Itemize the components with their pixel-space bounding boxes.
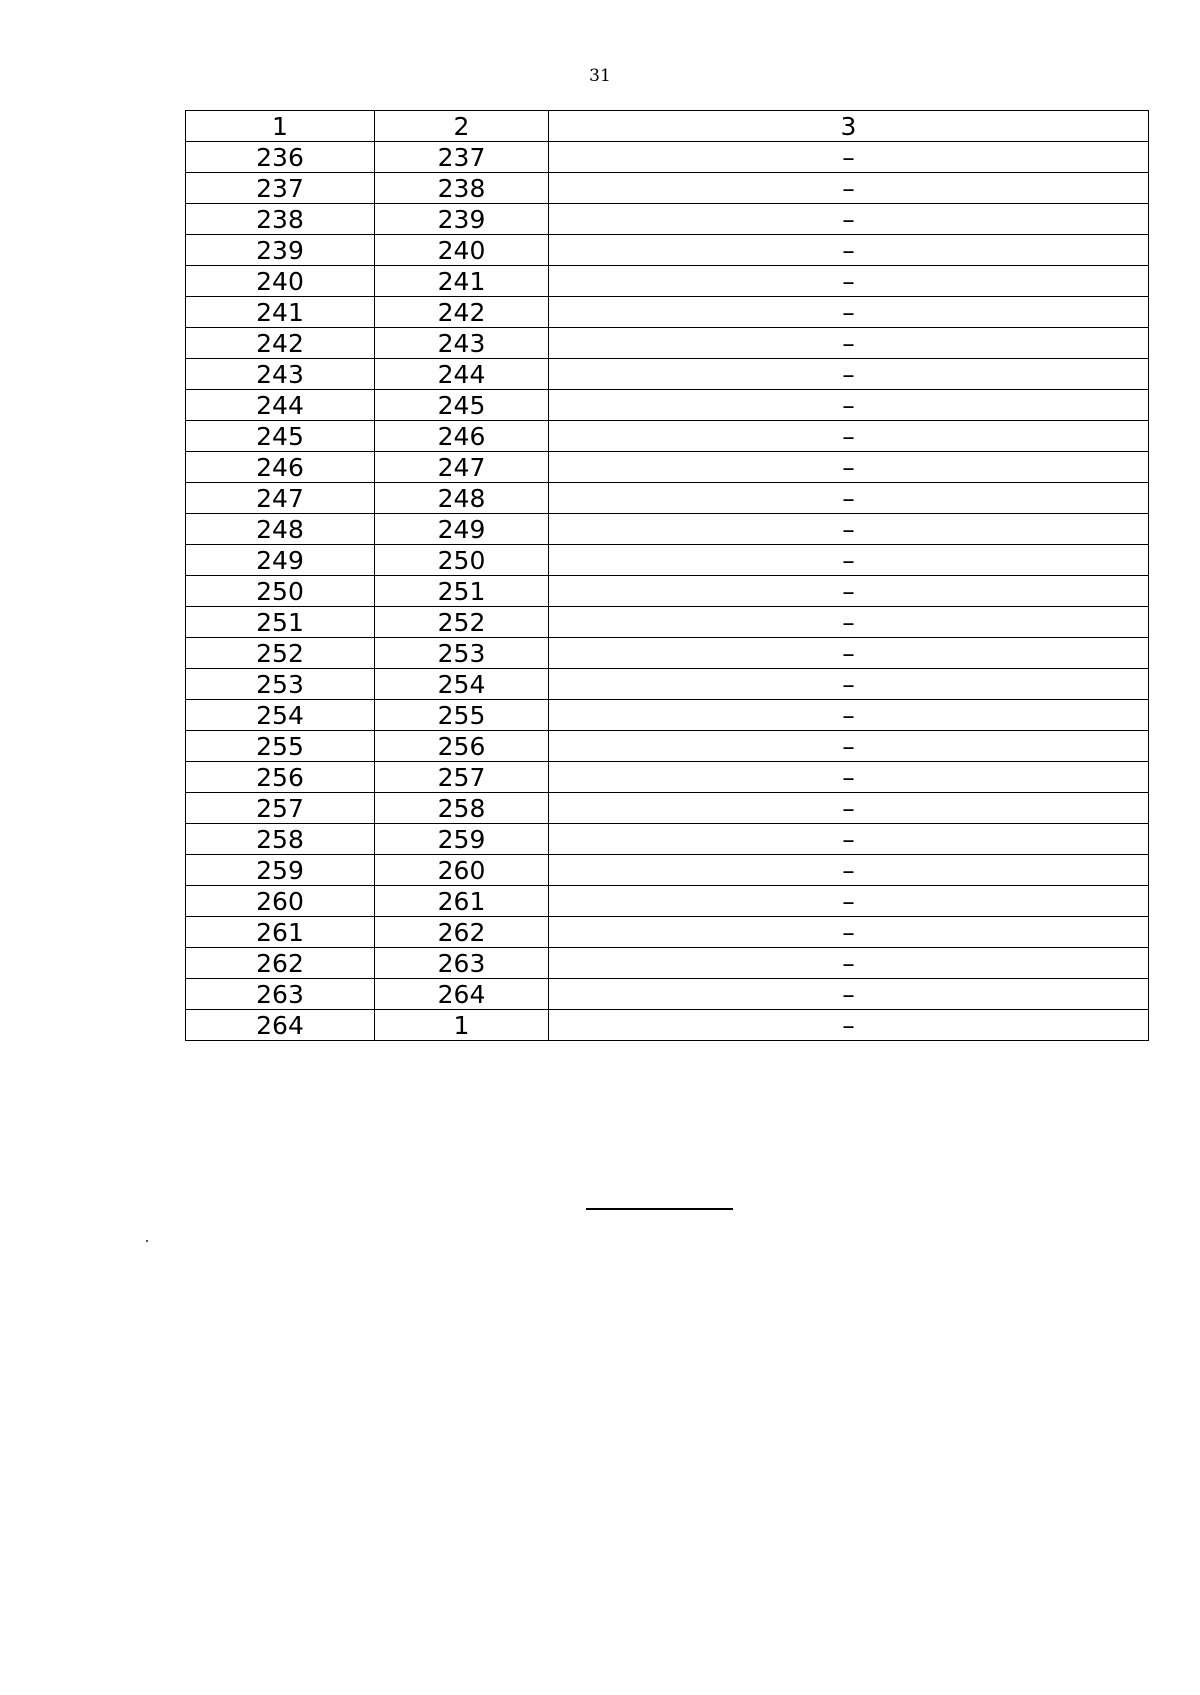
table-cell-col3: – xyxy=(549,700,1149,731)
table-cell-col1: 249 xyxy=(186,545,375,576)
table-cell-col2: 246 xyxy=(375,421,549,452)
table-cell-col3: – xyxy=(549,576,1149,607)
table-cell-col3: – xyxy=(549,793,1149,824)
table-cell-col2: 263 xyxy=(375,948,549,979)
table-cell-col2: 240 xyxy=(375,235,549,266)
table-cell-col1: 258 xyxy=(186,824,375,855)
table-cell-col1: 252 xyxy=(186,638,375,669)
table-cell-col1: 245 xyxy=(186,421,375,452)
table-cell-col2: 239 xyxy=(375,204,549,235)
table-cell-col3: – xyxy=(549,483,1149,514)
table-cell-col2: 262 xyxy=(375,917,549,948)
table-cell-col2: 251 xyxy=(375,576,549,607)
table-cell-col1: 256 xyxy=(186,762,375,793)
table-cell-col2: 264 xyxy=(375,979,549,1010)
table-cell-col2: 247 xyxy=(375,452,549,483)
table-row xyxy=(186,142,1149,173)
table-cell-col3: – xyxy=(549,669,1149,700)
table-cell-col2: 257 xyxy=(375,762,549,793)
table-cell-col1: 238 xyxy=(186,204,375,235)
table-cell-col2: 244 xyxy=(375,359,549,390)
table-row xyxy=(186,452,1149,483)
table-cell-col1: 257 xyxy=(186,793,375,824)
table-row xyxy=(186,266,1149,297)
table-row xyxy=(186,545,1149,576)
table-cell-col2: 259 xyxy=(375,824,549,855)
table-cell-col3: – xyxy=(549,917,1149,948)
table-cell-col2: 260 xyxy=(375,855,549,886)
table-cell-col1: 255 xyxy=(186,731,375,762)
table-cell-col3: – xyxy=(549,173,1149,204)
table-cell-col1: 237 xyxy=(186,173,375,204)
table-cell-col3: – xyxy=(549,855,1149,886)
table-cell-col2: 237 xyxy=(375,142,549,173)
table-cell-col3: – xyxy=(549,948,1149,979)
table-cell-col1: 243 xyxy=(186,359,375,390)
table-row xyxy=(186,390,1149,421)
table-cell-col1: 241 xyxy=(186,297,375,328)
table-cell-col2: 261 xyxy=(375,886,549,917)
table-cell-col3: – xyxy=(549,731,1149,762)
table-cell-col3: – xyxy=(549,235,1149,266)
table-row xyxy=(186,328,1149,359)
table-cell-col3: – xyxy=(549,390,1149,421)
table-cell-col1: 247 xyxy=(186,483,375,514)
table-cell-col1: 248 xyxy=(186,514,375,545)
table-cell-col2: 245 xyxy=(375,390,549,421)
table-header-row xyxy=(186,111,1149,142)
table-cell-col3: – xyxy=(549,204,1149,235)
table-cell-col1: 240 xyxy=(186,266,375,297)
data-table xyxy=(185,110,1149,1041)
table-cell-col2: 243 xyxy=(375,328,549,359)
table-cell-col1: 264 xyxy=(186,1010,375,1041)
table-row xyxy=(186,173,1149,204)
table-cell-col2: 1 xyxy=(375,1010,549,1041)
table-cell-col3: – xyxy=(549,266,1149,297)
table-row xyxy=(186,576,1149,607)
table-cell-col2: 238 xyxy=(375,173,549,204)
table-row xyxy=(186,731,1149,762)
table-row xyxy=(186,483,1149,514)
table-row xyxy=(186,421,1149,452)
table-cell-col2: 241 xyxy=(375,266,549,297)
table-row xyxy=(186,948,1149,979)
table-cell-col1: 263 xyxy=(186,979,375,1010)
table-cell-col3: – xyxy=(549,638,1149,669)
table-cell-col1: 254 xyxy=(186,700,375,731)
table-cell-col2: 248 xyxy=(375,483,549,514)
table-cell-col3: – xyxy=(549,886,1149,917)
table-cell-col3: – xyxy=(549,421,1149,452)
table-cell-col3: – xyxy=(549,762,1149,793)
table-cell-col1: 253 xyxy=(186,669,375,700)
table-row xyxy=(186,917,1149,948)
table-cell-col2: 254 xyxy=(375,669,549,700)
table-row xyxy=(186,607,1149,638)
table-cell-col3: – xyxy=(549,514,1149,545)
table-row xyxy=(186,204,1149,235)
scan-speck xyxy=(146,1240,148,1242)
table-cell-col1: 242 xyxy=(186,328,375,359)
table-cell-col2: 258 xyxy=(375,793,549,824)
table-cell-col1: 250 xyxy=(186,576,375,607)
table-row xyxy=(186,762,1149,793)
table-cell-col3: – xyxy=(549,979,1149,1010)
table-cell-col1: 251 xyxy=(186,607,375,638)
end-of-document-rule xyxy=(586,1208,733,1210)
table-cell-col1: 259 xyxy=(186,855,375,886)
table-row xyxy=(186,793,1149,824)
table-cell-col1: 260 xyxy=(186,886,375,917)
table-cell-col2: 256 xyxy=(375,731,549,762)
table-cell-col2: 242 xyxy=(375,297,549,328)
page-number: 31 xyxy=(589,66,611,86)
table-cell-col3: – xyxy=(549,328,1149,359)
table-row xyxy=(186,1010,1149,1041)
table-cell-col3: – xyxy=(549,359,1149,390)
table-cell-col2: 250 xyxy=(375,545,549,576)
table-body xyxy=(186,111,1149,1041)
table-cell-col2: 249 xyxy=(375,514,549,545)
table-row xyxy=(186,514,1149,545)
column-header-2: 2 xyxy=(375,111,549,142)
table-cell-col2: 252 xyxy=(375,607,549,638)
table-row xyxy=(186,824,1149,855)
table-cell-col1: 236 xyxy=(186,142,375,173)
table-cell-col3: – xyxy=(549,607,1149,638)
table-cell-col3: – xyxy=(549,297,1149,328)
table-row xyxy=(186,638,1149,669)
table-cell-col3: – xyxy=(549,1010,1149,1041)
table-cell-col1: 239 xyxy=(186,235,375,266)
table-cell-col3: – xyxy=(549,142,1149,173)
table-row xyxy=(186,669,1149,700)
table-row xyxy=(186,855,1149,886)
table-row xyxy=(186,700,1149,731)
table-row xyxy=(186,886,1149,917)
table-cell-col1: 246 xyxy=(186,452,375,483)
table-cell-col3: – xyxy=(549,824,1149,855)
column-header-3: 3 xyxy=(549,111,1149,142)
table-cell-col1: 262 xyxy=(186,948,375,979)
table-cell-col2: 253 xyxy=(375,638,549,669)
table-cell-col2: 255 xyxy=(375,700,549,731)
table-cell-col3: – xyxy=(549,452,1149,483)
column-header-1: 1 xyxy=(186,111,375,142)
table-row xyxy=(186,979,1149,1010)
table-cell-col1: 244 xyxy=(186,390,375,421)
table-row xyxy=(186,297,1149,328)
table-row xyxy=(186,359,1149,390)
table-cell-col3: – xyxy=(549,545,1149,576)
table-row xyxy=(186,235,1149,266)
table-cell-col1: 261 xyxy=(186,917,375,948)
